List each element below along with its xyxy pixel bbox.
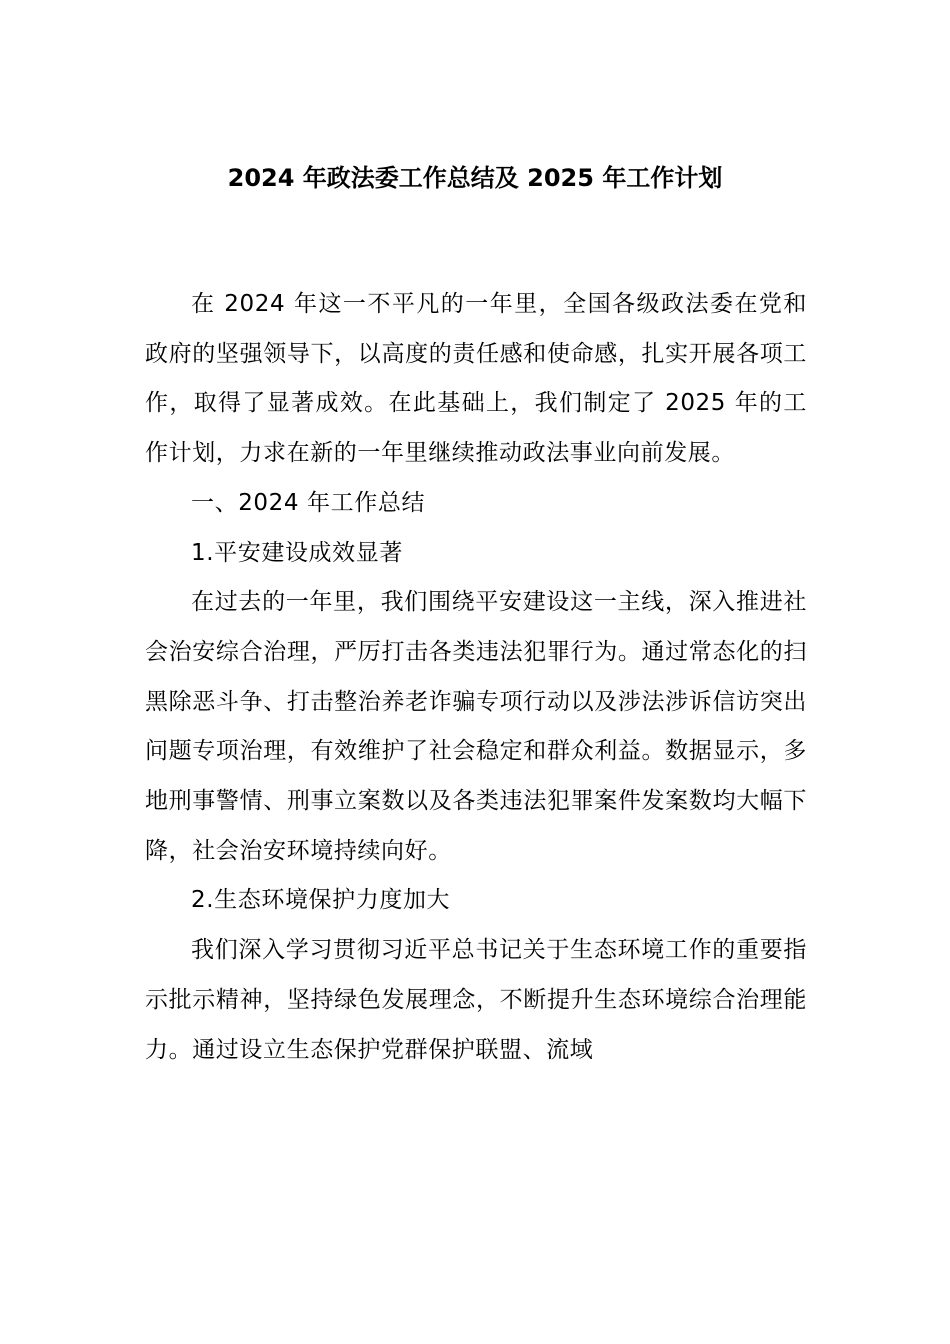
document-title: 2024 年政法委工作总结及 2025 年工作计划: [227, 164, 723, 192]
safety-paragraph: 在过去的一年里，我们围绕平安建设这一主线，深入推进社会治安综合治理，严厉打击各类违法犯罪行为。通过常态化的扫黑除恶斗争、打击整治养老诈骗专项行动以及涉法涉诉信访突出问题专项治理，有效维护了社会稳定和群众利益。数据显示，多地刑事警情、刑事立案数以及各类违法犯罪案件发案数均大幅下降，社会治安环境持续向好。: [145, 589, 807, 864]
subsection-heading-safety: 1.平安建设成效显著: [191, 539, 403, 566]
intro-paragraph: 在 2024 年这一不平凡的一年里，全国各级政法委在党和政府的坚强领导下，以高度的责任感和使命感，扎实开展各项工作，取得了显著成效。在此基础上，我们制定了 2025 年的工作计划，力求在新的一年里继续推动政法事业向前发展。: [145, 291, 807, 467]
environment-paragraph: 我们深入学习贯彻习近平总书记关于生态环境工作的重要指示批示精神，坚持绿色发展理念，不断提升生态环境综合治理能力。通过设立生态保护党群保护联盟、流域: [145, 937, 807, 1063]
subsection-heading-environment: 2.生态环境保护力度加大: [191, 887, 451, 914]
section-heading-summary: 一、2024 年工作总结: [191, 489, 426, 516]
document-body: [145, 280, 807, 1075]
